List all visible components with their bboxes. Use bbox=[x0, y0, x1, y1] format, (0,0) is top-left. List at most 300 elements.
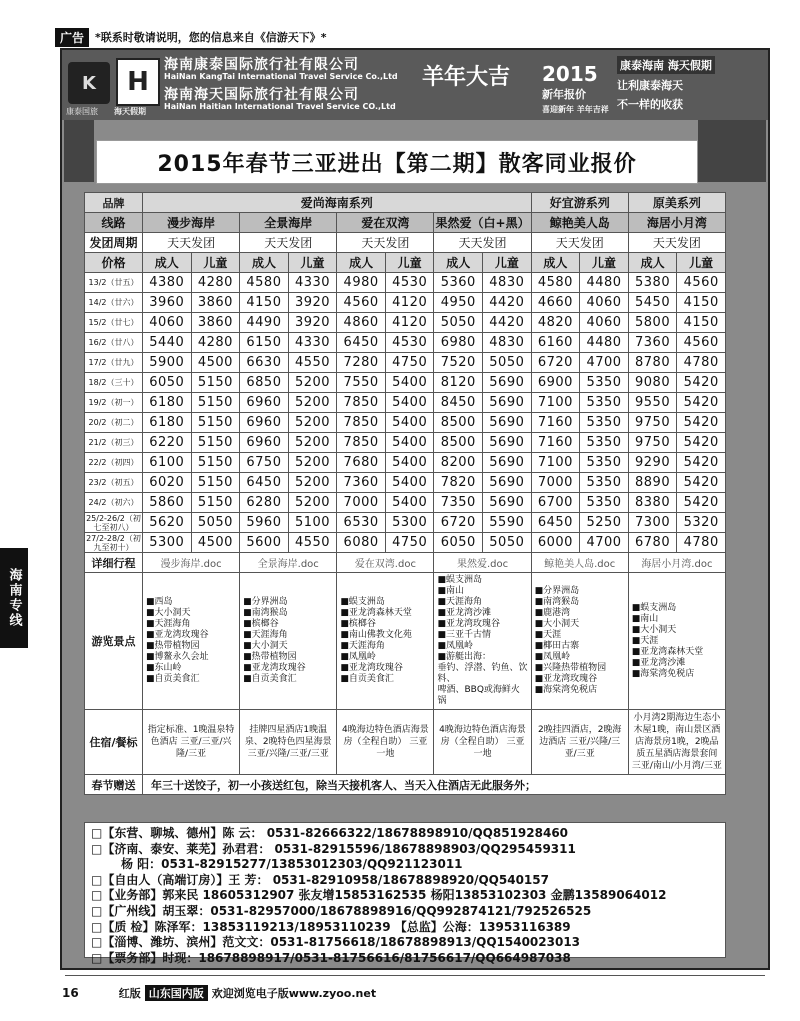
price-cell: 4280 bbox=[191, 273, 240, 293]
spot-item: ■天涯海角 bbox=[243, 630, 288, 640]
haitian-logo: H bbox=[116, 58, 160, 106]
price-row bbox=[85, 473, 726, 493]
contact-line: □【淄博、潍坊、滨州】范文文：0531-81756618/18678898913/QQ1540023013 bbox=[91, 935, 581, 950]
price-cell: 4560 bbox=[337, 293, 386, 313]
spot-item: ■南山 bbox=[631, 613, 659, 624]
price-cell: 4820 bbox=[531, 313, 580, 333]
child-header: 儿童 bbox=[191, 253, 240, 273]
price-cell: 4420 bbox=[483, 293, 532, 313]
price-cell: 7100 bbox=[531, 453, 580, 473]
gift-text: 年三十送饺子，初一小孩送红包，除当天接机客人、当天入住酒店无此服务外； bbox=[143, 775, 726, 795]
price-cell: 9750 bbox=[628, 413, 677, 433]
page-number: 16 bbox=[62, 986, 79, 1000]
contact-line: □【东营、聊城、德州】陈 云： 0531-82666322/18678898910/QQ851928460 bbox=[91, 826, 569, 840]
adult-header: 成人 bbox=[337, 253, 386, 273]
contact-line: □【广州线】胡玉翠：0531-82957000/18678898916/QQ992874121/792526525 bbox=[91, 903, 592, 918]
price-cell: 5200 bbox=[288, 493, 337, 513]
contacts-box bbox=[84, 822, 726, 965]
price-cell: 3920 bbox=[288, 293, 337, 313]
price-cell: 6160 bbox=[531, 333, 580, 353]
date-cell: 13/2（廿五） bbox=[85, 273, 143, 293]
price-cell: 5200 bbox=[288, 433, 337, 453]
brand-label: 品牌 bbox=[85, 193, 143, 213]
spots-list bbox=[240, 573, 337, 710]
price-cell: 8200 bbox=[434, 453, 483, 473]
price-cell: 5200 bbox=[288, 473, 337, 493]
price-cell: 6630 bbox=[240, 353, 289, 373]
footer-label: 红版 bbox=[118, 987, 141, 1000]
spot-item: ■博鳌永久会址 bbox=[146, 652, 209, 662]
price-cell: 5050 bbox=[191, 513, 240, 533]
spot-item: ■海棠湾免税店 bbox=[631, 668, 695, 679]
itinerary-doc-link[interactable]: 果然爱.doc bbox=[434, 553, 531, 573]
price-cell: 6720 bbox=[531, 353, 580, 373]
spot-item: ■天涯 bbox=[631, 635, 659, 646]
adult-header: 成人 bbox=[628, 253, 677, 273]
price-cell: 5420 bbox=[677, 453, 726, 473]
price-cell: 4380 bbox=[143, 273, 192, 293]
price-cell: 5360 bbox=[434, 273, 483, 293]
spot-item: ■南山 bbox=[437, 586, 464, 596]
period-value: 天天发团 bbox=[434, 233, 531, 253]
price-row bbox=[85, 513, 726, 533]
route-label: 线路 bbox=[85, 213, 143, 233]
price-cell: 7300 bbox=[628, 513, 677, 533]
price-cell: 5690 bbox=[483, 373, 532, 393]
company-2-name: 海南海天国际旅行社有限公司 bbox=[164, 87, 359, 103]
price-cell: 4060 bbox=[580, 293, 629, 313]
price-cell: 4660 bbox=[531, 293, 580, 313]
price-cell: 5860 bbox=[143, 493, 192, 513]
price-cell: 8780 bbox=[628, 353, 677, 373]
spot-item: ■兴隆热带植物园 bbox=[534, 663, 607, 673]
spot-item: ■南湾猴岛 bbox=[534, 597, 580, 607]
hotel-cell: 4晚海边特色酒店海景房（全程自助） 三亚一地 bbox=[337, 710, 434, 775]
price-cell: 5600 bbox=[240, 533, 289, 553]
spots-list bbox=[143, 573, 240, 710]
price-cell: 5350 bbox=[580, 393, 629, 413]
price-cell: 7100 bbox=[531, 393, 580, 413]
spot-item: ■凤凰岭 bbox=[340, 652, 376, 662]
date-cell: 14/2（廿六） bbox=[85, 293, 143, 313]
spots-list bbox=[628, 573, 725, 710]
price-cell: 4330 bbox=[288, 333, 337, 353]
spots-row bbox=[85, 573, 726, 710]
price-cell: 4480 bbox=[580, 333, 629, 353]
price-cell: 3920 bbox=[288, 313, 337, 333]
price-cell: 6150 bbox=[240, 333, 289, 353]
price-cell: 4530 bbox=[385, 333, 434, 353]
price-cell: 6980 bbox=[434, 333, 483, 353]
price-cell: 5400 bbox=[385, 393, 434, 413]
price-cell: 5150 bbox=[191, 493, 240, 513]
price-cell: 5350 bbox=[580, 373, 629, 393]
price-cell: 4120 bbox=[385, 293, 434, 313]
price-cell: 4280 bbox=[191, 333, 240, 353]
price-cell: 5420 bbox=[677, 413, 726, 433]
price-cell: 5400 bbox=[385, 493, 434, 513]
date-cell: 19/2（初一） bbox=[85, 393, 143, 413]
hotel-cell: 4晚海边特色酒店海景房（全程自助） 三亚一地 bbox=[434, 710, 531, 775]
spot-item: ■亚龙湾沙滩 bbox=[437, 608, 491, 618]
price-row bbox=[85, 273, 726, 293]
price-cell: 5150 bbox=[191, 433, 240, 453]
price-row bbox=[85, 353, 726, 373]
price-cell: 7160 bbox=[531, 433, 580, 453]
price-cell: 5150 bbox=[191, 453, 240, 473]
spots-list bbox=[434, 573, 531, 710]
price-cell: 5400 bbox=[385, 413, 434, 433]
price-cell: 5400 bbox=[385, 473, 434, 493]
spot-item: ■自贡美食汇 bbox=[243, 674, 297, 684]
contact-line: □【票务部】时现：18678898917/0531-81756616/81756617/QQ664987038 bbox=[91, 950, 571, 965]
price-cell: 4980 bbox=[337, 273, 386, 293]
price-cell: 5690 bbox=[483, 493, 532, 513]
hotel-label: 住宿/餐标 bbox=[85, 710, 143, 775]
itinerary-label: 详细行程 bbox=[85, 553, 143, 573]
price-cell: 4550 bbox=[288, 353, 337, 373]
date-cell: 15/2（廿七） bbox=[85, 313, 143, 333]
price-cell: 9080 bbox=[628, 373, 677, 393]
spot-item: ■鹿港湾 bbox=[534, 608, 571, 618]
price-row bbox=[85, 373, 726, 393]
price-cell: 5350 bbox=[580, 413, 629, 433]
spot-item: 垂钓、浮潜、钓鱼、饮料、 bbox=[437, 663, 528, 684]
price-cell: 5620 bbox=[143, 513, 192, 533]
spots-list bbox=[337, 573, 434, 710]
price-cell: 5420 bbox=[677, 493, 726, 513]
hotel-cell: 指定标准、1晚温泉特色酒店 三亚/三亚/兴隆/三亚 bbox=[143, 710, 240, 775]
price-cell: 5590 bbox=[483, 513, 532, 533]
price-cell: 5200 bbox=[288, 373, 337, 393]
spot-item: ■分界洲岛 bbox=[243, 597, 288, 607]
price-cell: 3960 bbox=[143, 293, 192, 313]
ad-notice: *联系时敬请说明，您的信息来自《信游天下》* bbox=[95, 31, 327, 44]
child-header: 儿童 bbox=[677, 253, 726, 273]
price-cell: 4700 bbox=[580, 533, 629, 553]
price-cell: 5350 bbox=[580, 473, 629, 493]
section-side-label: 海南专线 bbox=[0, 548, 28, 648]
itinerary-doc-link[interactable]: 全景海岸.doc bbox=[240, 553, 337, 573]
price-label: 价格 bbox=[85, 253, 143, 273]
child-header: 儿童 bbox=[483, 253, 532, 273]
price-cell: 6450 bbox=[240, 473, 289, 493]
price-cell: 6050 bbox=[143, 373, 192, 393]
adult-header: 成人 bbox=[240, 253, 289, 273]
adult-header: 成人 bbox=[531, 253, 580, 273]
price-row bbox=[85, 293, 726, 313]
badge-year: 2015 bbox=[542, 62, 598, 86]
spot-item: ■亚龙湾玫瑰谷 bbox=[146, 630, 209, 640]
price-cell: 7850 bbox=[337, 413, 386, 433]
itinerary-doc-link[interactable]: 鲸艳美人岛.doc bbox=[531, 553, 628, 573]
route-name: 爱在双湾 bbox=[337, 213, 434, 233]
price-cell: 4120 bbox=[385, 313, 434, 333]
price-row bbox=[85, 533, 726, 553]
price-cell: 4150 bbox=[677, 313, 726, 333]
price-cell: 4830 bbox=[483, 273, 532, 293]
price-cell: 6530 bbox=[337, 513, 386, 533]
price-cell: 4860 bbox=[337, 313, 386, 333]
child-header: 儿童 bbox=[288, 253, 337, 273]
spot-item: ■大小洞天 bbox=[243, 641, 288, 651]
spots-list bbox=[531, 573, 628, 710]
spots-label: 游览景点 bbox=[85, 573, 143, 710]
price-cell: 4700 bbox=[580, 353, 629, 373]
date-cell: 21/2（初三） bbox=[85, 433, 143, 453]
spot-item: ■凤凰岭 bbox=[437, 641, 473, 651]
price-cell: 5300 bbox=[143, 533, 192, 553]
price-cell: 5440 bbox=[143, 333, 192, 353]
decoration-left bbox=[64, 120, 94, 182]
price-row bbox=[85, 313, 726, 333]
price-cell: 7000 bbox=[337, 493, 386, 513]
hotel-cell: 小月湾2期海边生态小木屋1晚，南山景区酒店海景房1晚，2晚品质五星酒店海景套间 三亚/南山/小月湾/三亚 bbox=[628, 710, 725, 775]
spot-item: ■天涯 bbox=[534, 630, 562, 640]
price-cell: 6850 bbox=[240, 373, 289, 393]
date-cell: 27/2-28/2（初九至初十） bbox=[86, 533, 141, 552]
price-cell: 6080 bbox=[337, 533, 386, 553]
period-value: 天天发团 bbox=[240, 233, 337, 253]
date-cell: 16/2（廿八） bbox=[85, 333, 143, 353]
price-cell: 8500 bbox=[434, 413, 483, 433]
spot-item: ■大小洞天 bbox=[631, 624, 677, 635]
price-cell: 4330 bbox=[288, 273, 337, 293]
price-cell: 5420 bbox=[677, 373, 726, 393]
hotel-cell: 挂牌四星酒店1晚温泉、2晚特色四星海景 三亚/兴隆/三亚/三亚 bbox=[240, 710, 337, 775]
price-cell: 4500 bbox=[191, 533, 240, 553]
price-cell: 5250 bbox=[580, 513, 629, 533]
price-cell: 6960 bbox=[240, 433, 289, 453]
spot-item: ■亚龙湾森林天堂 bbox=[631, 646, 704, 657]
itinerary-doc-link[interactable]: 漫步海岸.doc bbox=[143, 553, 240, 573]
price-cell: 5050 bbox=[434, 313, 483, 333]
period-value: 天天发团 bbox=[337, 233, 434, 253]
price-cell: 8120 bbox=[434, 373, 483, 393]
price-row bbox=[85, 413, 726, 433]
price-cell: 7680 bbox=[337, 453, 386, 473]
spot-item: ■蜈支洲岛 bbox=[437, 575, 482, 585]
price-cell: 4500 bbox=[191, 353, 240, 373]
child-header: 儿童 bbox=[580, 253, 629, 273]
price-row bbox=[85, 453, 726, 473]
ad-header bbox=[62, 50, 768, 120]
hotel-cell: 2晚挂四酒店，2晚海边酒店 三亚/兴隆/三亚/三亚 bbox=[531, 710, 628, 775]
price-cell: 4580 bbox=[531, 273, 580, 293]
spot-item: ■天涯海角 bbox=[437, 597, 482, 607]
company-2-name-en: HaiNan Haitian International Travel Service CO.,Ltd bbox=[164, 102, 396, 111]
price-cell: 4530 bbox=[385, 273, 434, 293]
period-row bbox=[85, 233, 726, 253]
spot-item: ■游艇出海： bbox=[437, 652, 491, 662]
period-value: 天天发团 bbox=[143, 233, 240, 253]
ad-tag: 广告 bbox=[55, 28, 89, 47]
series-haoyiyou: 好宜游系列 bbox=[531, 193, 628, 213]
contact-line: □【业务部】郭来民 18605312907 张友增15853162535 杨阳13853102303 金鹏13589064012 bbox=[91, 888, 667, 903]
spot-item: ■凤凰岭 bbox=[534, 652, 571, 662]
date-cell: 17/2（廿九） bbox=[85, 353, 143, 373]
price-cell: 6720 bbox=[434, 513, 483, 533]
spot-item: ■天涯海角 bbox=[340, 641, 385, 651]
price-cell: 5200 bbox=[288, 413, 337, 433]
price-row bbox=[85, 493, 726, 513]
period-value: 天天发团 bbox=[531, 233, 628, 253]
price-cell: 4560 bbox=[677, 273, 726, 293]
price-cell: 5960 bbox=[240, 513, 289, 533]
price-cell: 9290 bbox=[628, 453, 677, 473]
date-cell: 18/2（三十） bbox=[85, 373, 143, 393]
price-cell: 5100 bbox=[288, 513, 337, 533]
price-cell: 4750 bbox=[385, 533, 434, 553]
price-cell: 6050 bbox=[434, 533, 483, 553]
page-title: 2015年春节三亚进出【第二期】散客同业报价 bbox=[96, 140, 698, 184]
ad-strip bbox=[55, 27, 770, 47]
price-cell: 8380 bbox=[628, 493, 677, 513]
price-cell: 5050 bbox=[483, 353, 532, 373]
spot-item: ■槟榔谷 bbox=[340, 619, 376, 629]
route-name: 鲸艳美人岛 bbox=[531, 213, 628, 233]
price-cell: 4480 bbox=[580, 273, 629, 293]
adult-header: 成人 bbox=[434, 253, 483, 273]
price-cell: 6180 bbox=[143, 393, 192, 413]
contact-line: □【质 检】陈泽军：13853119213/18953110239 【总监】公海：13953116389 bbox=[91, 919, 571, 934]
itinerary-doc-link[interactable]: 海居小月湾.doc bbox=[628, 553, 725, 573]
spot-item: ■亚龙湾玫瑰谷 bbox=[243, 663, 306, 673]
spot-item: 啤酒、BBQ或海鲜火锅 bbox=[437, 685, 520, 706]
route-name: 果然爱（白+黑） bbox=[434, 213, 531, 233]
slogan-line-2: 让利康泰海天 bbox=[617, 79, 683, 92]
route-name: 全景海岸 bbox=[240, 213, 337, 233]
spot-item: ■西岛 bbox=[146, 597, 173, 607]
price-cell: 5050 bbox=[483, 533, 532, 553]
price-cell: 7280 bbox=[337, 353, 386, 373]
price-cell: 8450 bbox=[434, 393, 483, 413]
spot-item: ■亚龙湾玫瑰谷 bbox=[437, 619, 500, 629]
price-cell: 5200 bbox=[288, 393, 337, 413]
price-cell: 5150 bbox=[191, 413, 240, 433]
price-cell: 4750 bbox=[385, 353, 434, 373]
price-cell: 7360 bbox=[337, 473, 386, 493]
price-table bbox=[84, 192, 726, 795]
spot-item: ■三亚千古情 bbox=[437, 630, 491, 640]
price-cell: 6780 bbox=[628, 533, 677, 553]
footer-divider bbox=[65, 975, 765, 976]
price-cell: 5450 bbox=[628, 293, 677, 313]
itinerary-doc-link[interactable]: 爱在双湾.doc bbox=[337, 553, 434, 573]
price-cell: 4060 bbox=[143, 313, 192, 333]
price-cell: 6220 bbox=[143, 433, 192, 453]
kangtai-logo: K bbox=[68, 62, 110, 104]
price-cell: 5420 bbox=[677, 473, 726, 493]
badge-label: 新年报价 bbox=[542, 88, 586, 101]
price-cell: 5420 bbox=[677, 393, 726, 413]
price-cell: 6100 bbox=[143, 453, 192, 473]
contact-line: □【济南、泰安、莱芜】孙君君： 0531-82915596/18678898903/QQ295459311 bbox=[91, 841, 576, 856]
price-cell: 6750 bbox=[240, 453, 289, 473]
price-cell: 4490 bbox=[240, 313, 289, 333]
price-cell: 5690 bbox=[483, 453, 532, 473]
price-cell: 6020 bbox=[143, 473, 192, 493]
spot-item: ■分界洲岛 bbox=[534, 586, 580, 596]
price-cell: 3860 bbox=[191, 313, 240, 333]
price-cell: 5420 bbox=[677, 433, 726, 453]
gift-row bbox=[85, 775, 726, 795]
spot-item: ■自贡美食汇 bbox=[340, 674, 394, 684]
company-1-name-en: HaiNan KangTai International Travel Service Co.,Ltd bbox=[164, 72, 398, 81]
adult-header: 成人 bbox=[143, 253, 192, 273]
price-cell: 5900 bbox=[143, 353, 192, 373]
footer-text: 欢迎浏览电子版www.zyoo.net bbox=[211, 987, 377, 1000]
hotel-row bbox=[85, 710, 726, 775]
price-cell: 5400 bbox=[385, 453, 434, 473]
spot-item: ■亚龙湾森林天堂 bbox=[340, 608, 412, 618]
price-cell: 5400 bbox=[385, 373, 434, 393]
price-row bbox=[85, 433, 726, 453]
price-cell: 5320 bbox=[677, 513, 726, 533]
spot-item: ■槟榔谷 bbox=[243, 619, 279, 629]
price-cell: 3860 bbox=[191, 293, 240, 313]
spot-item: ■蜈支洲岛 bbox=[631, 602, 677, 613]
new-year-badge bbox=[542, 62, 609, 115]
price-cell: 4830 bbox=[483, 333, 532, 353]
spot-item: ■南湾猴岛 bbox=[243, 608, 288, 618]
price-cell: 5300 bbox=[385, 513, 434, 533]
price-cell: 4550 bbox=[288, 533, 337, 553]
price-cell: 9550 bbox=[628, 393, 677, 413]
price-cell: 5200 bbox=[288, 453, 337, 473]
page-footer bbox=[62, 985, 768, 1001]
age-row bbox=[85, 253, 726, 273]
price-cell: 6960 bbox=[240, 413, 289, 433]
price-cell: 6900 bbox=[531, 373, 580, 393]
price-cell: 7160 bbox=[531, 413, 580, 433]
price-cell: 6700 bbox=[531, 493, 580, 513]
spot-item: ■亚龙湾玫瑰谷 bbox=[340, 663, 403, 673]
child-header: 儿童 bbox=[385, 253, 434, 273]
price-cell: 5690 bbox=[483, 473, 532, 493]
haitian-logo-text: 海天假期 bbox=[114, 107, 146, 116]
slogan-line-1: 康泰海南 海天假期 bbox=[617, 56, 715, 74]
decoration-right bbox=[698, 120, 766, 182]
date-cell: 22/2（初四） bbox=[85, 453, 143, 473]
route-name: 海居小月湾 bbox=[628, 213, 725, 233]
price-cell: 5350 bbox=[580, 493, 629, 513]
price-row bbox=[85, 393, 726, 413]
slogan-line-3: 不一样的收获 bbox=[617, 98, 683, 111]
price-cell: 4950 bbox=[434, 293, 483, 313]
price-cell: 6960 bbox=[240, 393, 289, 413]
price-cell: 6450 bbox=[531, 513, 580, 533]
itinerary-row bbox=[85, 553, 726, 573]
price-cell: 5690 bbox=[483, 433, 532, 453]
kangtai-logo-text: 康泰国旅 bbox=[66, 107, 98, 116]
price-cell: 4780 bbox=[677, 533, 726, 553]
spot-item: ■热带植物园 bbox=[243, 652, 297, 662]
price-row bbox=[85, 333, 726, 353]
date-cell: 25/2-26/2（初七至初八） bbox=[86, 513, 141, 532]
contact-line: 杨 阳：0531-82915277/13853012303/QQ921123011 bbox=[121, 857, 463, 872]
spot-item: ■亚龙湾玫瑰谷 bbox=[534, 674, 598, 684]
date-cell: 20/2（初二） bbox=[85, 413, 143, 433]
gift-label: 春节赠送 bbox=[85, 775, 143, 795]
price-cell: 5380 bbox=[628, 273, 677, 293]
price-cell: 5690 bbox=[483, 413, 532, 433]
date-cell: 23/2（初五） bbox=[85, 473, 143, 493]
price-cell: 4420 bbox=[483, 313, 532, 333]
spot-item: ■椰田古寨 bbox=[534, 641, 580, 651]
slogan bbox=[617, 56, 767, 115]
price-cell: 4580 bbox=[240, 273, 289, 293]
